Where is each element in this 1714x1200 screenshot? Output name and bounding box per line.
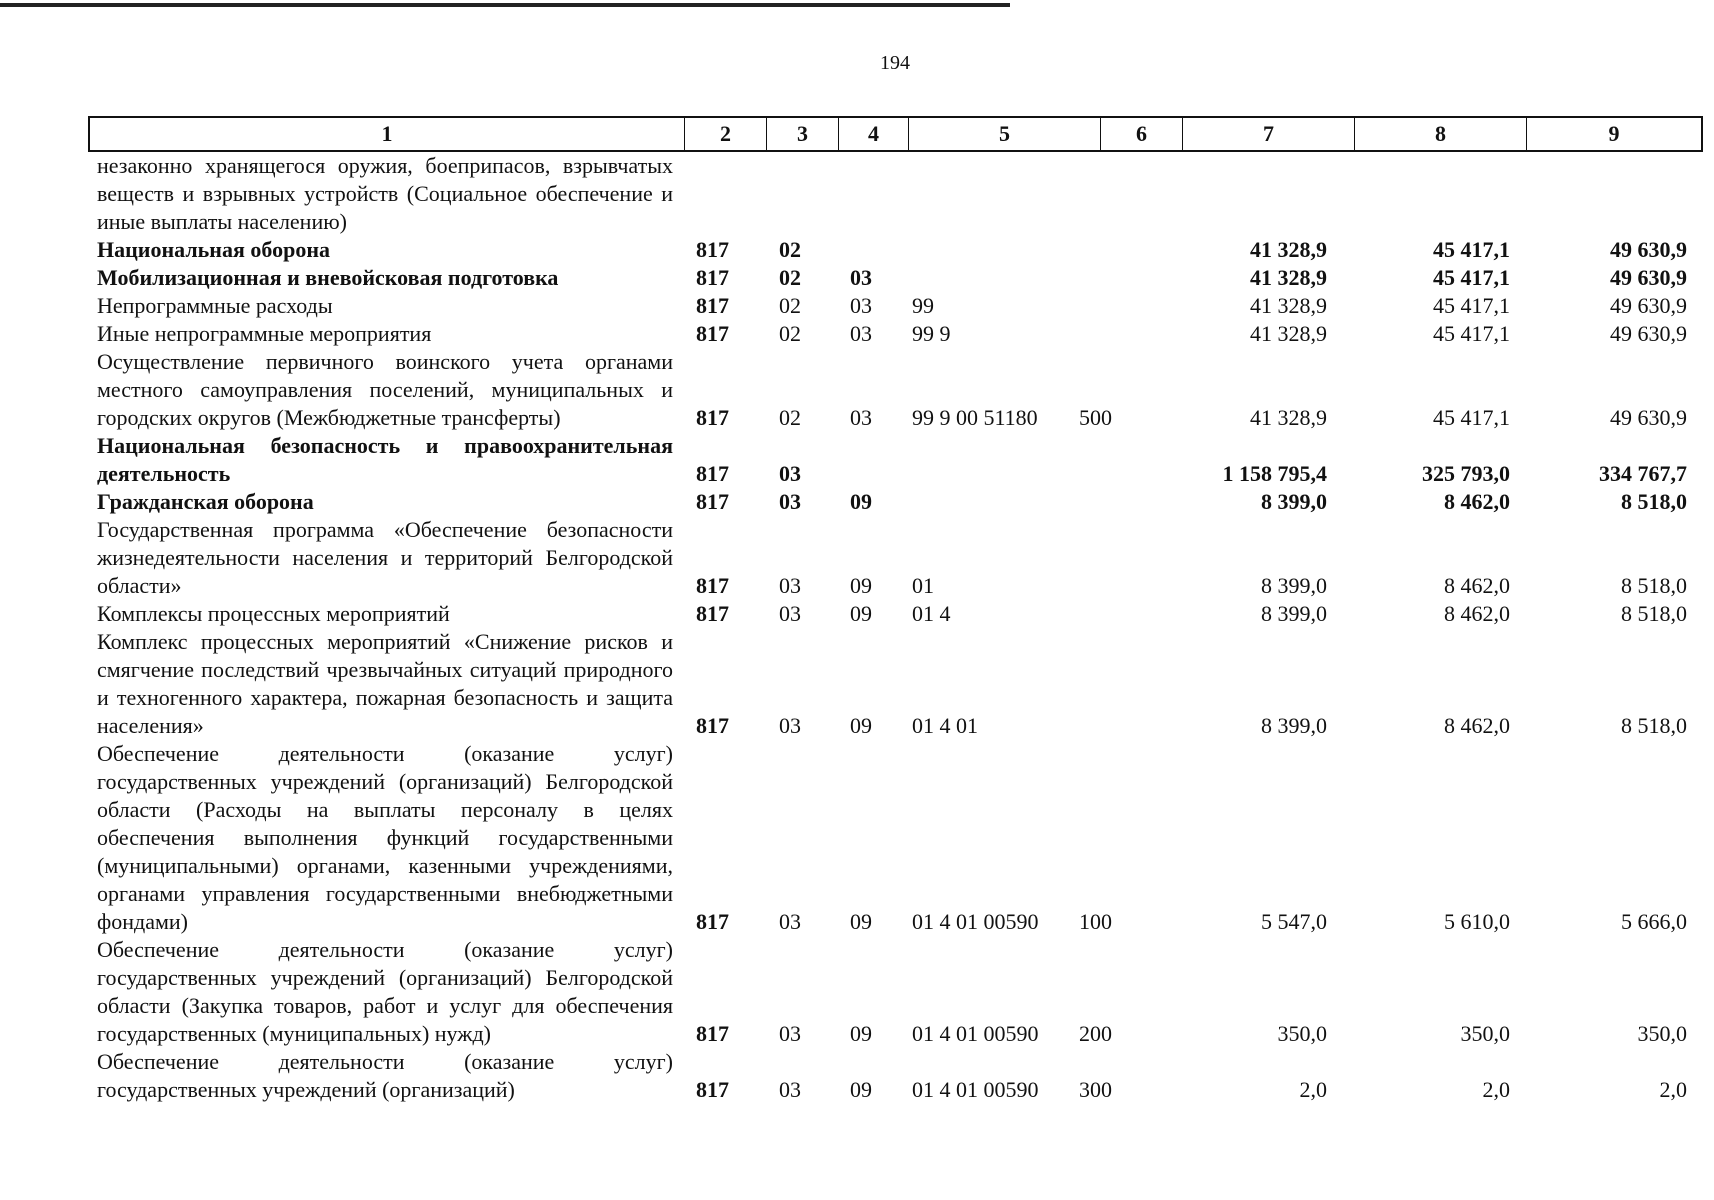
cell-c8 <box>1339 152 1521 236</box>
table-row <box>97 1048 1687 1104</box>
cell-c9: 49 630,9 <box>1610 293 1687 318</box>
cell-c9: 8 518,0 <box>1621 713 1687 738</box>
header-cell-6: 6 <box>1100 118 1182 150</box>
cell-c6 <box>1079 432 1150 488</box>
cell-c9: 49 630,9 <box>1610 405 1687 430</box>
cell-c4: 09 <box>850 601 872 626</box>
page-number: 194 <box>880 52 910 74</box>
cell-c4 <box>828 152 894 236</box>
cell-c9: 334 767,7 <box>1599 461 1687 486</box>
cell-c9: 8 518,0 <box>1621 601 1687 626</box>
cell-c5: 01 4 01 00590 <box>912 1021 1039 1046</box>
cell-c4 <box>828 432 894 488</box>
cell-c3: 03 <box>779 1077 801 1102</box>
cell-c4: 09 <box>850 1021 872 1046</box>
cell-c7: 41 328,9 <box>1250 237 1327 262</box>
row-name: Национальная безопасность и правоохранительная деятельность <box>97 433 673 486</box>
row-name: Мобилизационная и вневойсковая подготовка <box>97 265 559 290</box>
cell-c3: 02 <box>779 293 801 318</box>
table-row <box>97 488 1687 516</box>
cell-c6: 500 <box>1079 405 1112 430</box>
cell-c7: 5 547,0 <box>1261 909 1327 934</box>
cell-c2: 817 <box>696 265 729 290</box>
cell-c7: 41 328,9 <box>1250 405 1327 430</box>
cell-c6 <box>1079 516 1150 600</box>
cell-c6 <box>1079 236 1150 264</box>
table-header <box>88 116 1703 152</box>
cell-c5 <box>894 432 1079 488</box>
cell-c9: 350,0 <box>1637 1021 1687 1046</box>
cell-c5: 01 4 01 <box>912 713 978 738</box>
cell-c3: 02 <box>779 321 801 346</box>
cell-c5 <box>894 152 1079 236</box>
cell-c4: 03 <box>850 265 872 290</box>
cell-c3: 03 <box>779 909 801 934</box>
row-name: незаконно хранящегося оружия, боеприпасов, взрывчатых веществ и взрывных устройств (Социальное обеспечение и иные выплаты населению) <box>97 153 673 234</box>
cell-c7: 2,0 <box>1299 1077 1327 1102</box>
row-name: Непрограммные расходы <box>97 293 333 318</box>
row-name: Национальная оборона <box>97 237 331 262</box>
row-name: Обеспечение деятельности (оказание услуг) государственных учреждений (организаций) Белгородской области (Расходы на выплаты персоналу в целях обеспечения выполнения функций государственными (муниципальными) органами, казенными учреждениями, органами управления государственными внебюджетными фондами) <box>97 741 673 934</box>
table-row <box>97 740 1687 936</box>
cell-c3: 03 <box>779 713 801 738</box>
cell-c6 <box>1079 600 1150 628</box>
cell-c7 <box>1150 152 1339 236</box>
header-cell-3: 3 <box>766 118 838 150</box>
cell-c4: 09 <box>850 1077 872 1102</box>
cell-c9: 8 518,0 <box>1621 489 1687 514</box>
cell-c9: 2,0 <box>1659 1077 1687 1102</box>
row-name: Государственная программа «Обеспечение безопасности жизнедеятельности населения и территорий Белгородской области» <box>97 517 673 598</box>
cell-c3: 03 <box>779 489 801 514</box>
cell-c8: 2,0 <box>1482 1077 1510 1102</box>
cell-c6: 100 <box>1079 909 1112 934</box>
cell-c2: 817 <box>696 573 729 598</box>
table-row <box>97 320 1687 348</box>
cell-c9 <box>1521 152 1687 236</box>
cell-c2: 817 <box>696 1021 729 1046</box>
cell-c8: 45 417,1 <box>1433 265 1510 290</box>
row-name: Гражданская оборона <box>97 489 314 514</box>
cell-c2: 817 <box>696 237 729 262</box>
header-cell-2: 2 <box>684 118 766 150</box>
cell-c8: 325 793,0 <box>1422 461 1510 486</box>
cell-c2: 817 <box>696 461 729 486</box>
cell-c9: 8 518,0 <box>1621 573 1687 598</box>
cell-c7: 8 399,0 <box>1261 713 1327 738</box>
cell-c7: 1 158 795,4 <box>1222 461 1327 486</box>
cell-c2: 817 <box>696 405 729 430</box>
cell-c9: 5 666,0 <box>1621 909 1687 934</box>
cell-c3: 03 <box>779 1021 801 1046</box>
table-row <box>97 600 1687 628</box>
cell-c8: 8 462,0 <box>1444 713 1510 738</box>
cell-c4 <box>828 236 894 264</box>
cell-c8: 45 417,1 <box>1433 321 1510 346</box>
cell-c5: 01 4 01 00590 <box>912 1077 1039 1102</box>
cell-c3 <box>752 152 828 236</box>
cell-c4: 09 <box>850 489 872 514</box>
row-name: Осуществление первичного воинского учета органами местного самоуправления поселений, муниципальных и городских округов (Межбюджетные трансферты) <box>97 349 673 430</box>
cell-c5: 01 <box>912 573 934 598</box>
header-cell-7: 7 <box>1182 118 1354 150</box>
cell-c6: 200 <box>1079 1021 1112 1046</box>
cell-c8: 45 417,1 <box>1433 237 1510 262</box>
row-name: Иные непрограммные мероприятия <box>97 321 432 346</box>
cell-c6 <box>1079 264 1150 292</box>
cell-c5 <box>894 264 1079 292</box>
cell-c3: 03 <box>779 461 801 486</box>
table-row <box>97 348 1687 432</box>
cell-c4: 09 <box>850 909 872 934</box>
budget-table <box>97 152 1687 1104</box>
cell-c6 <box>1079 628 1150 740</box>
top-rule <box>0 3 1010 7</box>
cell-c6 <box>1079 488 1150 516</box>
cell-c3: 02 <box>779 265 801 290</box>
cell-c2: 817 <box>696 321 729 346</box>
cell-c7: 350,0 <box>1277 1021 1327 1046</box>
row-name: Обеспечение деятельности (оказание услуг) государственных учреждений (организаций) Белгородской области (Закупка товаров, работ и услуг для обеспечения государственных (муниципальных) нужд) <box>97 937 673 1046</box>
header-cell-5: 5 <box>908 118 1100 150</box>
cell-c4: 09 <box>850 573 872 598</box>
cell-c8: 45 417,1 <box>1433 293 1510 318</box>
row-name: Комплексы процессных мероприятий <box>97 601 450 626</box>
header-cell-4: 4 <box>838 118 908 150</box>
cell-c9: 49 630,9 <box>1610 321 1687 346</box>
cell-c3: 03 <box>779 601 801 626</box>
cell-c8: 45 417,1 <box>1433 405 1510 430</box>
row-name: Обеспечение деятельности (оказание услуг) государственных учреждений (организаций) <box>97 1049 673 1102</box>
cell-c2: 817 <box>696 909 729 934</box>
cell-c2: 817 <box>696 601 729 626</box>
cell-c6 <box>1079 152 1150 236</box>
cell-c7: 41 328,9 <box>1250 293 1327 318</box>
table-row <box>97 936 1687 1048</box>
cell-c4: 03 <box>850 405 872 430</box>
cell-c8: 8 462,0 <box>1444 489 1510 514</box>
table-row <box>97 264 1687 292</box>
cell-c4: 03 <box>850 293 872 318</box>
table-row <box>97 516 1687 600</box>
header-cell-8: 8 <box>1354 118 1526 150</box>
table-row <box>97 236 1687 264</box>
table-row <box>97 628 1687 740</box>
cell-c4: 03 <box>850 321 872 346</box>
table-row <box>97 152 1687 236</box>
cell-c5: 01 4 01 00590 <box>912 909 1039 934</box>
cell-c8: 8 462,0 <box>1444 601 1510 626</box>
cell-c2 <box>673 152 752 236</box>
cell-c8: 350,0 <box>1460 1021 1510 1046</box>
cell-c7: 8 399,0 <box>1261 489 1327 514</box>
cell-c7: 8 399,0 <box>1261 573 1327 598</box>
cell-c3: 02 <box>779 237 801 262</box>
cell-c6 <box>1079 292 1150 320</box>
cell-c2: 817 <box>696 293 729 318</box>
cell-c6 <box>1079 320 1150 348</box>
cell-c2: 817 <box>696 1077 729 1102</box>
header-cell-1: 1 <box>381 121 393 146</box>
cell-c9: 49 630,9 <box>1610 237 1687 262</box>
cell-c8: 5 610,0 <box>1444 909 1510 934</box>
header-cell-9: 9 <box>1526 118 1701 150</box>
cell-c5: 99 <box>912 293 934 318</box>
cell-c5 <box>894 488 1079 516</box>
cell-c3: 02 <box>779 405 801 430</box>
cell-c7: 8 399,0 <box>1261 601 1327 626</box>
table-row <box>97 292 1687 320</box>
cell-c5 <box>894 236 1079 264</box>
cell-c5: 01 4 <box>912 601 951 626</box>
row-name: Комплекс процессных мероприятий «Снижение рисков и смягчение последствий чрезвычайных ситуаций природного и техногенного характера, пожарная безопасность и защита населения» <box>97 629 673 738</box>
cell-c2: 817 <box>696 489 729 514</box>
cell-c5: 99 9 00 51180 <box>912 405 1038 430</box>
cell-c8: 8 462,0 <box>1444 573 1510 598</box>
cell-c5: 99 9 <box>912 321 951 346</box>
cell-c4: 09 <box>850 713 872 738</box>
cell-c6: 300 <box>1079 1077 1112 1102</box>
cell-c7: 41 328,9 <box>1250 265 1327 290</box>
cell-c3: 03 <box>779 573 801 598</box>
cell-c2: 817 <box>696 713 729 738</box>
table-row <box>97 432 1687 488</box>
cell-c9: 49 630,9 <box>1610 265 1687 290</box>
cell-c7: 41 328,9 <box>1250 321 1327 346</box>
